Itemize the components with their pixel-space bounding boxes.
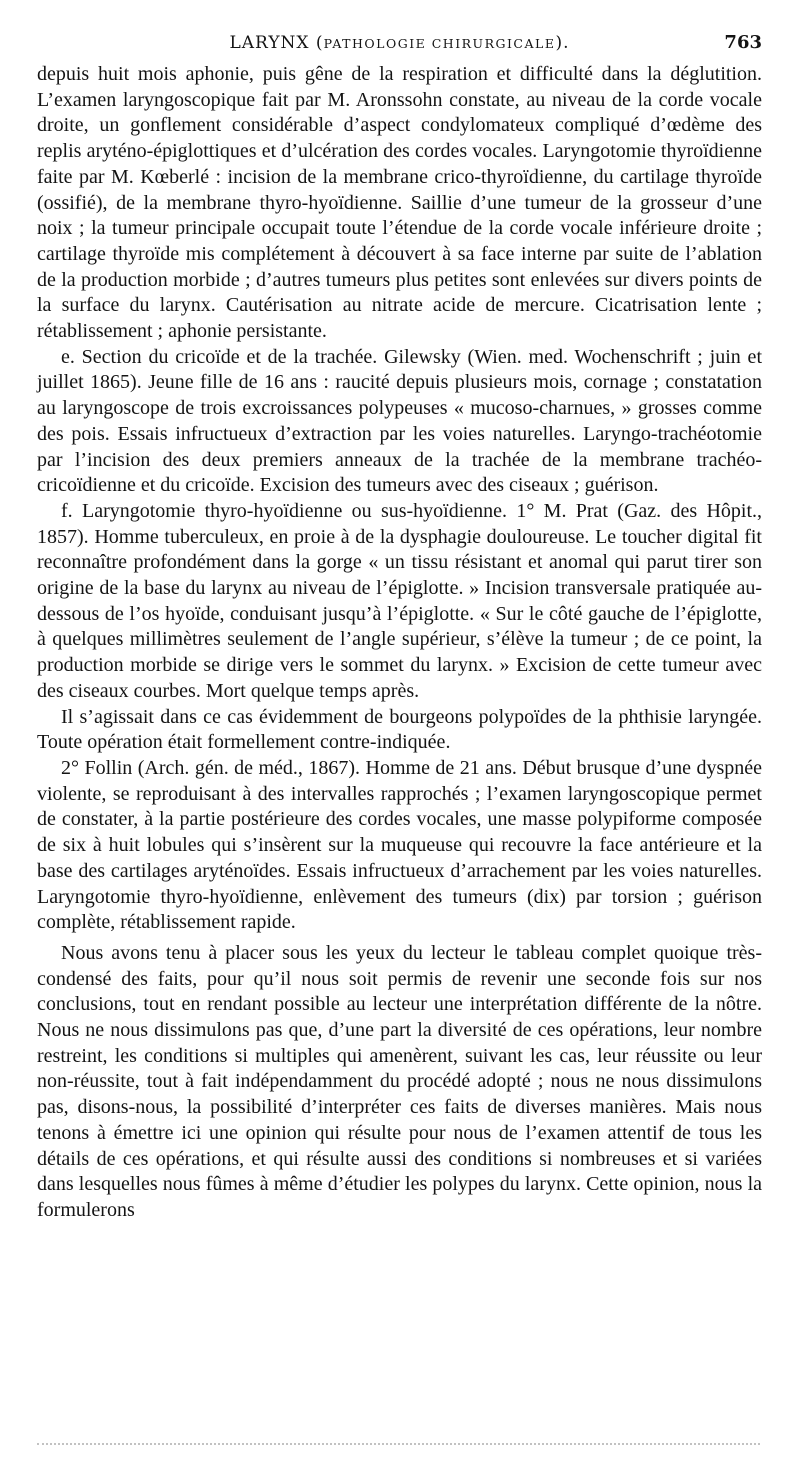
- running-header: [37, 30, 762, 56]
- paragraph-case-e: e. Section du cricoïde et de la trachée. Gilewsky (Wien. med. Wochenschrift ; juin et juillet 1865). Jeune fille de 16 ans : raucité depuis plusieurs mois, cornage ; constatation au laryngoscope de trois excroissances polypeuses « mucoso-charnues, » grosses comme des pois. Essais infructueux d’extraction par les voies naturelles. Laryngo-trachéotomie par l’incision des deux premiers anneaux de la trachée de la membrane trachéo-cricoïdienne et du cricoïde. Excision des tumeurs avec des ciseaux ; guérison.: [37, 345, 762, 497]
- paragraph-conclusion: Nous avons tenu à placer sous les yeux du lecteur le tableau complet quoique très-condensé des faits, pour qu’il nous soit permis de revenir une seconde fois sur nos conclusions, tout en rendant possible au lecteur une interprétation différente de la nôtre. Nous ne nous dissimulons pas que, d’une part la diversité de ces opérations, leur nombre restreint, les conditions si multiples qui amenèrent, suivant les cas, leur réussite ou leur non-réussite, tout à fait indépendamment du procédé adopté ; nous ne nous dissimulons pas, disons-nous, la possibilité d’interpréter ces faits de diverses manières. Mais nous tenons à émettre ici une opinion qui résulte pour nous de l’examen attentif de tous les détails de ces opérations, et qui résulte aussi des conditions si nombreuses et si variées dans lesquelles nous fûmes à même d’étudier les polypes du larynx. Cette opinion, nous la formulerons: [37, 941, 762, 1221]
- paragraph-case-follin: 2° Follin (Arch. gén. de méd., 1867). Homme de 21 ans. Début brusque d’une dyspnée violente, se reproduisant à des intervalles rapprochés ; l’examen laryngoscopique permet de constater, à la partie postérieure des cordes vocales, une masse polypiforme composée de six à huit lobules qui s’insèrent sur la muqueuse qui recouvre la face antérieure et la base des cartilages aryténoïdes. Essais infructueux d’arrachement par les voies naturelles. Laryngotomie thyro-hyoïdienne, enlèvement des tumeurs (dix) par torsion ; guérison complète, rétablissement rapide.: [37, 756, 762, 934]
- page-number: 763: [724, 32, 762, 53]
- running-title: [37, 30, 762, 57]
- paragraph-case-f-prat: f. Laryngotomie thyro-hyoïdienne ou sus-hyoïdienne. 1° M. Prat (Gaz. des Hôpit., 1857). Homme tuberculeux, en proie à de la dysphagie douloureuse. Le toucher digital fit reconnaître profondément dans la gorge « un tissu résistant et anomal qui parut tirer son origine de la base du larynx au niveau de l’épiglotte. » Incision transversale pratiquée au-dessous de l’os hyoïde, conduisant jusqu’à l’épiglotte. « Sur le côté gauche de l’épiglotte, à quelques millimètres seulement de l’angle supérieur, s’élève la tumeur ; de ce point, la production morbide se dirige vers le sommet du larynx. » Excision de cette tumeur avec des ciseaux courbes. Mort quelque temps après.: [37, 499, 762, 702]
- running-title-main: LARYNX (: [229, 33, 324, 53]
- paragraph-continuation: depuis huit mois aphonie, puis gêne de la respiration et difficulté dans la déglutition. L’examen laryngoscopique fait par M. Aronssohn constate, au niveau de la corde vocale droite, un gonflement considérable d’aspect condylomateux compliqué d’œdème des replis aryténo-épiglottiques et d’ulcération des cordes vocales. Laryngotomie thyroïdienne faite par M. Kœberlé : incision de la membrane crico-thyroïdienne, du cartilage thyroïde (ossifié), de la membrane thyro-hyoïdienne. Saillie d’une tumeur de la grosseur d’une noix ; la tumeur principale occupait toute l’étendue de la corde vocale inférieure droite ; cartilage thyroïde mis complétement à découvert à sa face interne par suite de l’ablation de la production morbide ; d’autres tumeurs plus petites sont enlevées sur divers points de la surface du larynx. Cautérisation au nitrate acide de mercure. Cicatrisation lente ; rétablissement ; aphonie persistante.: [37, 63, 762, 343]
- body-text: [37, 62, 762, 1224]
- bottom-dotted-rule: [37, 1443, 760, 1445]
- running-title-subtitle: PATHOLOGIE CHIRURGICALE: [323, 36, 556, 51]
- paragraph-note-phthisie: Il s’agissait dans ce cas évidemment de bourgeons polypoïdes de la phthisie laryngée. Toute opération était formellement contre-indiquée.: [37, 705, 762, 754]
- running-title-end: ).: [555, 33, 570, 53]
